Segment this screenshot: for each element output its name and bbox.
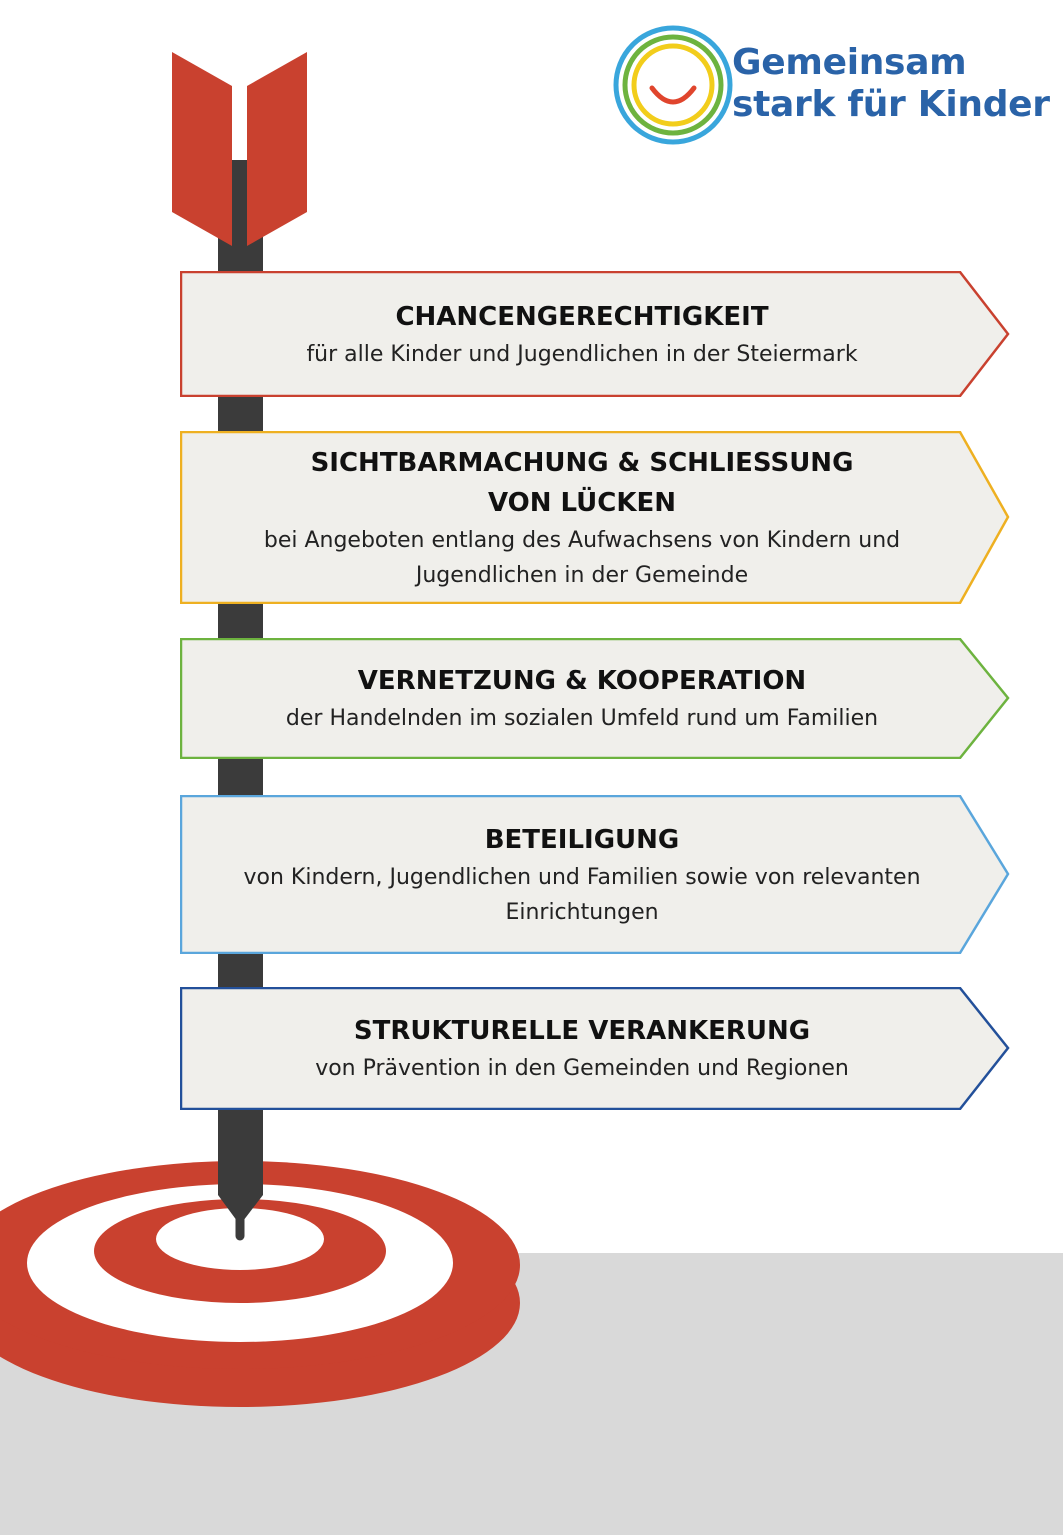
- logo: [612, 24, 1052, 146]
- logo-wordmark: [732, 42, 1050, 126]
- sign-title: STRUKTURELLE VERANKERUNG: [353, 1016, 811, 1046]
- sign-subtitle: der Handelnden im sozialen Umfeld rund um Familien: [285, 706, 879, 731]
- smiley-rings-icon: [612, 24, 734, 146]
- sign-subtitle: von Kindern, Jugendlichen und Familien sowie von relevanten Einrichtungen: [243, 864, 921, 925]
- sign-vernetzung: [180, 638, 1010, 759]
- sign-subtitle: bei Angeboten entlang des Aufwachsens von Kindern und Jugendlichen in der Gemeinde: [263, 527, 901, 588]
- logo-line-2: stark für Kinder: [732, 84, 1050, 125]
- sign-strukturelle-verankerung: [180, 987, 1010, 1110]
- sign-title: CHANCENGERECHTIGKEIT: [395, 301, 769, 332]
- sign-subtitle: von Prävention in den Gemeinden und Regionen: [315, 1056, 849, 1081]
- sign-chancengerechtigkeit: [180, 271, 1010, 397]
- arrow-feather-right: [247, 52, 307, 246]
- sign-sichtbarmachung: [180, 431, 1010, 604]
- sign-title: SICHTBARMACHUNG & SCHLIESSUNG VON LÜCKEN: [310, 447, 854, 518]
- sign-subtitle: für alle Kinder und Jugendlichen in der Steiermark: [306, 341, 858, 367]
- sign-beteiligung: [180, 795, 1010, 954]
- arrow-feather-left: [172, 52, 232, 246]
- sign-title: BETEILIGUNG: [484, 824, 680, 855]
- logo-line-1: Gemeinsam: [732, 42, 967, 83]
- sign-title: VERNETZUNG & KOOPERATION: [357, 666, 807, 696]
